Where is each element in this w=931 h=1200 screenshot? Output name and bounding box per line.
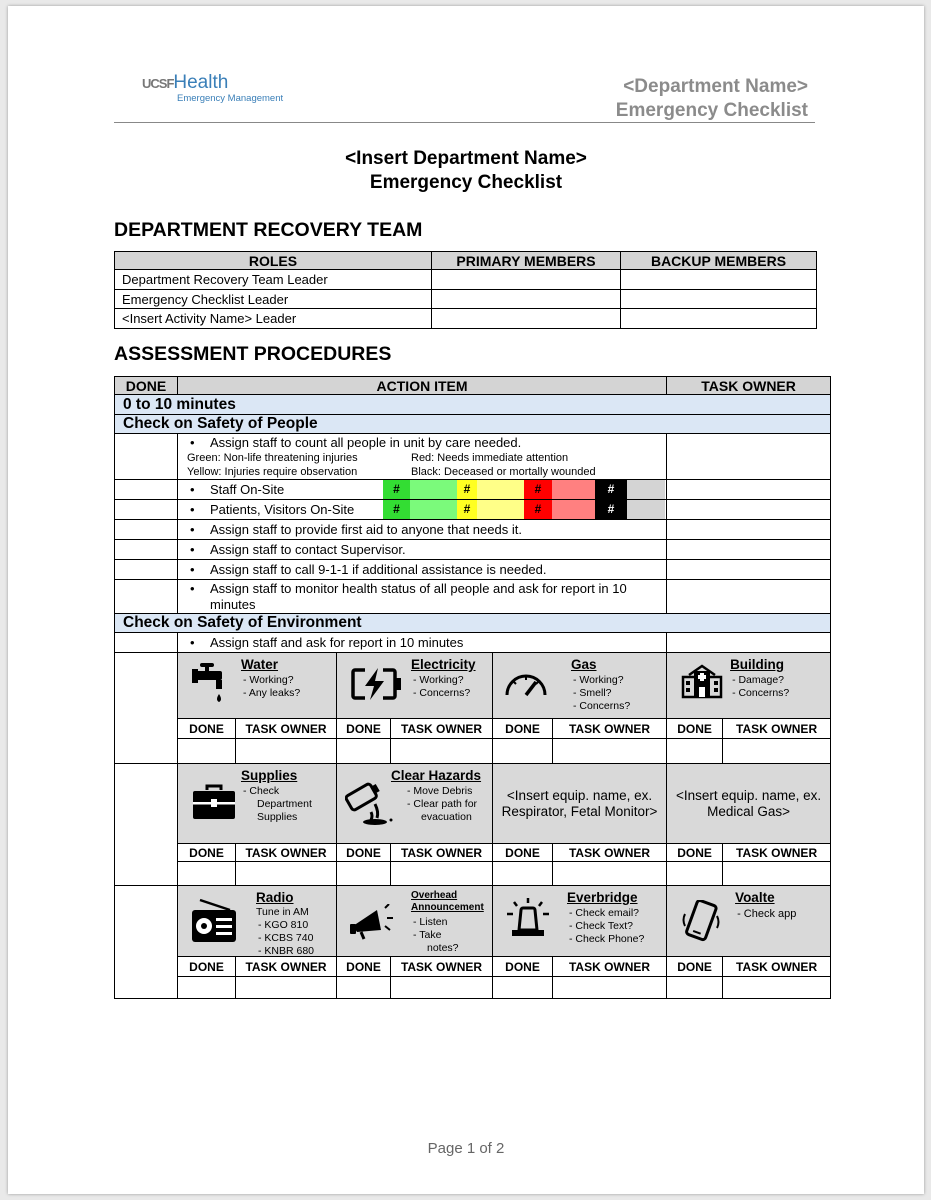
sub-header-task-owner: TASK OWNER	[236, 844, 337, 862]
red-count-cell[interactable]: #	[524, 500, 552, 519]
green-count-field[interactable]	[410, 480, 457, 499]
count-row: • Staff On-Site # # # #	[178, 480, 667, 500]
legend-black: Black: Deceased or mortally wounded	[411, 466, 596, 478]
sub-header-done: DONE	[337, 957, 391, 977]
radio-check-card	[178, 886, 337, 957]
sub-header-task-owner: TASK OWNER	[553, 719, 667, 739]
sub-done-cell[interactable]	[337, 862, 391, 886]
sub-done-cell[interactable]	[667, 862, 723, 886]
equipment-placeholder-text: <Insert equip. name, ex. Medical Gas>	[675, 787, 822, 819]
red-count-field[interactable]	[552, 480, 595, 499]
sub-header-done: DONE	[493, 719, 553, 739]
count-label: Staff On-Site	[210, 482, 285, 497]
action-item: • Assign staff to call 9-1-1 if additional assistance is needed.	[178, 560, 667, 580]
sub-header-done: DONE	[667, 957, 723, 977]
sub-owner-cell[interactable]	[553, 977, 667, 999]
sub-owner-cell[interactable]	[236, 862, 337, 886]
primary-member-cell[interactable]	[432, 290, 621, 309]
green-count-cell[interactable]: #	[383, 500, 410, 519]
column-header-primary: PRIMARY MEMBERS	[432, 252, 621, 270]
megaphone-icon	[349, 904, 395, 940]
timeframe-row: 0 to 10 minutes	[115, 395, 831, 415]
black-count-cell[interactable]: #	[595, 500, 627, 519]
card-line: - Check	[243, 785, 280, 797]
yellow-count-field[interactable]	[477, 500, 524, 519]
triage-task-text: Assign staff to count all people in unit by care needed.	[210, 435, 522, 450]
page-number: Page 1 of 2	[427, 1140, 505, 1157]
card-line: - Working?	[413, 674, 464, 686]
card-line: - Listen	[413, 916, 448, 928]
sub-header-done: DONE	[337, 719, 391, 739]
card-title: Everbridge	[567, 890, 638, 905]
card-line: - Check email?	[569, 907, 640, 919]
card-line: - Concerns?	[573, 700, 631, 712]
phone-icon	[681, 900, 721, 942]
yellow-count-field[interactable]	[477, 480, 524, 499]
card-title: Clear Hazards	[391, 768, 482, 783]
everbridge-check-card	[493, 886, 667, 957]
column-header-task-owner: TASK OWNER	[667, 377, 831, 395]
column-header-backup: BACKUP MEMBERS	[621, 252, 817, 270]
sub-header-task-owner: TASK OWNER	[723, 719, 831, 739]
sub-done-cell[interactable]	[178, 862, 236, 886]
sub-done-cell[interactable]	[493, 739, 553, 764]
sub-done-cell[interactable]	[178, 977, 236, 999]
task-owner-cell[interactable]	[667, 560, 831, 580]
clear-hazards-check-card	[337, 764, 493, 844]
sub-owner-cell[interactable]	[236, 739, 337, 764]
primary-member-cell[interactable]	[432, 309, 621, 329]
green-count-field[interactable]	[410, 500, 457, 519]
sub-header-done: DONE	[178, 719, 236, 739]
card-line: - Working?	[573, 674, 624, 686]
radio-icon	[190, 898, 238, 944]
card-line: - KGO 810	[258, 919, 309, 931]
card-line: - Check app	[737, 908, 797, 920]
action-item: • Assign staff to monitor health status of all people and ask for report in 10 minutes	[178, 580, 667, 614]
card-line: - Check Text?	[569, 920, 633, 932]
task-owner-cell[interactable]	[667, 480, 831, 500]
sub-header-task-owner: TASK OWNER	[723, 844, 831, 862]
sub-owner-cell[interactable]	[723, 862, 831, 886]
recovery-team-heading: DEPARTMENT RECOVERY TEAM	[114, 219, 423, 241]
backup-member-cell[interactable]	[621, 270, 817, 290]
equipment-placeholder-card	[667, 764, 831, 844]
sub-header-task-owner: TASK OWNER	[553, 844, 667, 862]
sub-done-cell[interactable]	[337, 977, 391, 999]
water-check-card	[178, 653, 337, 719]
sub-header-done: DONE	[178, 844, 236, 862]
card-line: - KNBR 680	[258, 945, 315, 957]
logo-subtitle: Emergency Management	[177, 93, 284, 104]
done-cell[interactable]	[115, 560, 178, 580]
card-title: Voalte	[735, 890, 775, 905]
card-title: Overhead	[411, 890, 458, 901]
done-cell[interactable]	[115, 540, 178, 560]
sub-owner-cell[interactable]	[236, 977, 337, 999]
electricity-check-card	[337, 653, 493, 719]
card-line: notes?	[427, 942, 459, 954]
task-owner-cell[interactable]	[667, 540, 831, 560]
ucsf-health-logo: UCSFHealth	[142, 72, 229, 93]
role-cell: Emergency Checklist Leader	[115, 290, 432, 309]
gas-check-card	[493, 653, 667, 719]
equipment-placeholder-card	[493, 764, 667, 844]
card-line: Department	[257, 798, 312, 810]
sub-header-task-owner: TASK OWNER	[391, 719, 493, 739]
role-cell: Department Recovery Team Leader	[115, 270, 432, 290]
done-cell[interactable]	[115, 480, 178, 500]
black-count-field[interactable]	[627, 500, 665, 519]
card-title: Supplies	[241, 768, 298, 783]
sub-header-done: DONE	[667, 719, 723, 739]
column-header-done: DONE	[115, 377, 178, 395]
backup-member-cell[interactable]	[621, 309, 817, 329]
document-page	[8, 6, 924, 1194]
legend-red: Red: Needs immediate attention	[411, 452, 569, 464]
card-title: Water	[241, 657, 279, 672]
action-item: • Assign staff and ask for report in 10 minutes	[178, 633, 667, 653]
building-check-card	[667, 653, 831, 719]
sub-owner-cell[interactable]	[553, 862, 667, 886]
role-cell: <Insert Activity Name> Leader	[115, 309, 432, 329]
task-owner-cell[interactable]	[667, 580, 831, 614]
column-header-roles: ROLES	[115, 252, 432, 270]
triage-task-cell: • Assign staff to count all people in unit by care needed. Green: Non-life threatening injuries Red: Needs immediate attention Yellow: Injuries require observation Black: Deceased or mortally wounded	[178, 434, 667, 480]
hospital-building-icon	[681, 663, 723, 699]
task-owner-cell[interactable]	[667, 520, 831, 540]
done-cell[interactable]	[115, 500, 178, 520]
backup-member-cell[interactable]	[621, 290, 817, 309]
black-count-cell[interactable]: #	[595, 480, 627, 499]
card-line: - KCBS 740	[258, 932, 314, 944]
done-cell[interactable]	[115, 653, 178, 764]
sub-done-cell[interactable]	[493, 977, 553, 999]
sub-header-task-owner: TASK OWNER	[723, 957, 831, 977]
siren-icon	[505, 898, 551, 938]
green-count-cell[interactable]: #	[383, 480, 410, 499]
legend-yellow: Yellow: Injuries require observation	[187, 466, 358, 478]
header-checklist: Emergency Checklist	[615, 100, 808, 121]
sub-header-done: DONE	[667, 844, 723, 862]
done-cell[interactable]	[115, 633, 178, 653]
yellow-count-cell[interactable]: #	[457, 480, 477, 499]
faucet-icon	[190, 661, 230, 707]
card-line: - Damage?	[732, 674, 785, 686]
card-line: evacuation	[421, 811, 472, 823]
triage-color-bar	[383, 500, 665, 519]
environment-section-heading: Check on Safety of Environment	[115, 614, 831, 633]
sub-header-done: DONE	[178, 957, 236, 977]
red-count-field[interactable]	[552, 500, 595, 519]
done-cell[interactable]	[115, 764, 178, 886]
card-line: Supplies	[257, 811, 298, 823]
spill-icon	[345, 782, 393, 826]
card-title: Announcement	[411, 902, 484, 913]
sub-header-task-owner: TASK OWNER	[553, 957, 667, 977]
sub-done-cell[interactable]	[493, 862, 553, 886]
count-row: • Patients, Visitors On-Site # # # #	[178, 500, 667, 520]
battery-charge-icon	[351, 667, 403, 701]
equipment-placeholder-text: <Insert equip. name, ex. Respirator, Fetal Monitor>	[501, 787, 658, 819]
card-title: Gas	[571, 657, 597, 672]
card-title: Electricity	[411, 657, 476, 672]
task-owner-cell[interactable]	[667, 434, 831, 480]
card-line: - Move Debris	[407, 785, 473, 797]
document-title-line1: <Insert Department Name>	[345, 148, 587, 169]
sub-owner-cell[interactable]	[723, 739, 831, 764]
red-count-cell[interactable]: #	[524, 480, 552, 499]
card-line: - Take	[413, 929, 442, 941]
sub-owner-cell[interactable]	[391, 977, 493, 999]
card-line: - Smell?	[573, 687, 612, 699]
action-item: • Assign staff to provide first aid to anyone that needs it.	[178, 520, 667, 540]
sub-header-task-owner: TASK OWNER	[391, 844, 493, 862]
card-line: - Working?	[243, 674, 294, 686]
done-cell[interactable]	[115, 434, 178, 480]
done-cell[interactable]	[115, 520, 178, 540]
sub-done-cell[interactable]	[337, 739, 391, 764]
header-department: <Department Name>	[623, 76, 808, 97]
sub-header-done: DONE	[493, 957, 553, 977]
gauge-icon	[503, 667, 549, 697]
black-count-field[interactable]	[627, 480, 665, 499]
yellow-count-cell[interactable]: #	[457, 500, 477, 519]
sub-done-cell[interactable]	[667, 739, 723, 764]
header-rule	[114, 122, 815, 123]
done-cell[interactable]	[115, 580, 178, 614]
primary-member-cell[interactable]	[432, 270, 621, 290]
sub-header-task-owner: TASK OWNER	[236, 957, 337, 977]
task-owner-cell[interactable]	[667, 633, 831, 653]
sub-owner-cell[interactable]	[723, 977, 831, 999]
task-owner-cell[interactable]	[667, 500, 831, 520]
column-header-action-item: ACTION ITEM	[178, 377, 667, 395]
card-line: - Concerns?	[732, 687, 790, 699]
legend-green: Green: Non-life threatening injuries	[187, 452, 358, 464]
card-line: Tune in AM	[256, 906, 309, 918]
briefcase-icon	[192, 782, 236, 820]
card-line: - Concerns?	[413, 687, 471, 699]
sub-owner-cell[interactable]	[391, 739, 493, 764]
triage-color-bar	[383, 480, 665, 499]
card-line: - Clear path for	[407, 798, 478, 810]
assessment-table	[114, 376, 831, 999]
card-title: Radio	[256, 890, 294, 905]
card-line: - Any leaks?	[243, 687, 301, 699]
done-cell[interactable]	[115, 886, 178, 999]
document-title-line2: Emergency Checklist	[369, 172, 563, 193]
card-title: Building	[730, 657, 785, 672]
people-section-heading: Check on Safety of People	[115, 415, 831, 434]
sub-header-done: DONE	[337, 844, 391, 862]
sub-header-done: DONE	[493, 844, 553, 862]
sub-done-cell[interactable]	[178, 739, 236, 764]
sub-owner-cell[interactable]	[553, 739, 667, 764]
voalte-check-card	[667, 886, 831, 957]
sub-header-task-owner: TASK OWNER	[391, 957, 493, 977]
sub-header-task-owner: TASK OWNER	[236, 719, 337, 739]
card-line: - Check Phone?	[569, 933, 645, 945]
sub-done-cell[interactable]	[667, 977, 723, 999]
recovery-team-table	[114, 251, 817, 329]
supplies-check-card	[178, 764, 337, 844]
count-label: Patients, Visitors On-Site	[210, 502, 355, 517]
assessment-heading: ASSESSMENT PROCEDURES	[114, 343, 392, 365]
action-item: • Assign staff to contact Supervisor.	[178, 540, 667, 560]
sub-owner-cell[interactable]	[391, 862, 493, 886]
overhead-announcement-card	[337, 886, 493, 957]
